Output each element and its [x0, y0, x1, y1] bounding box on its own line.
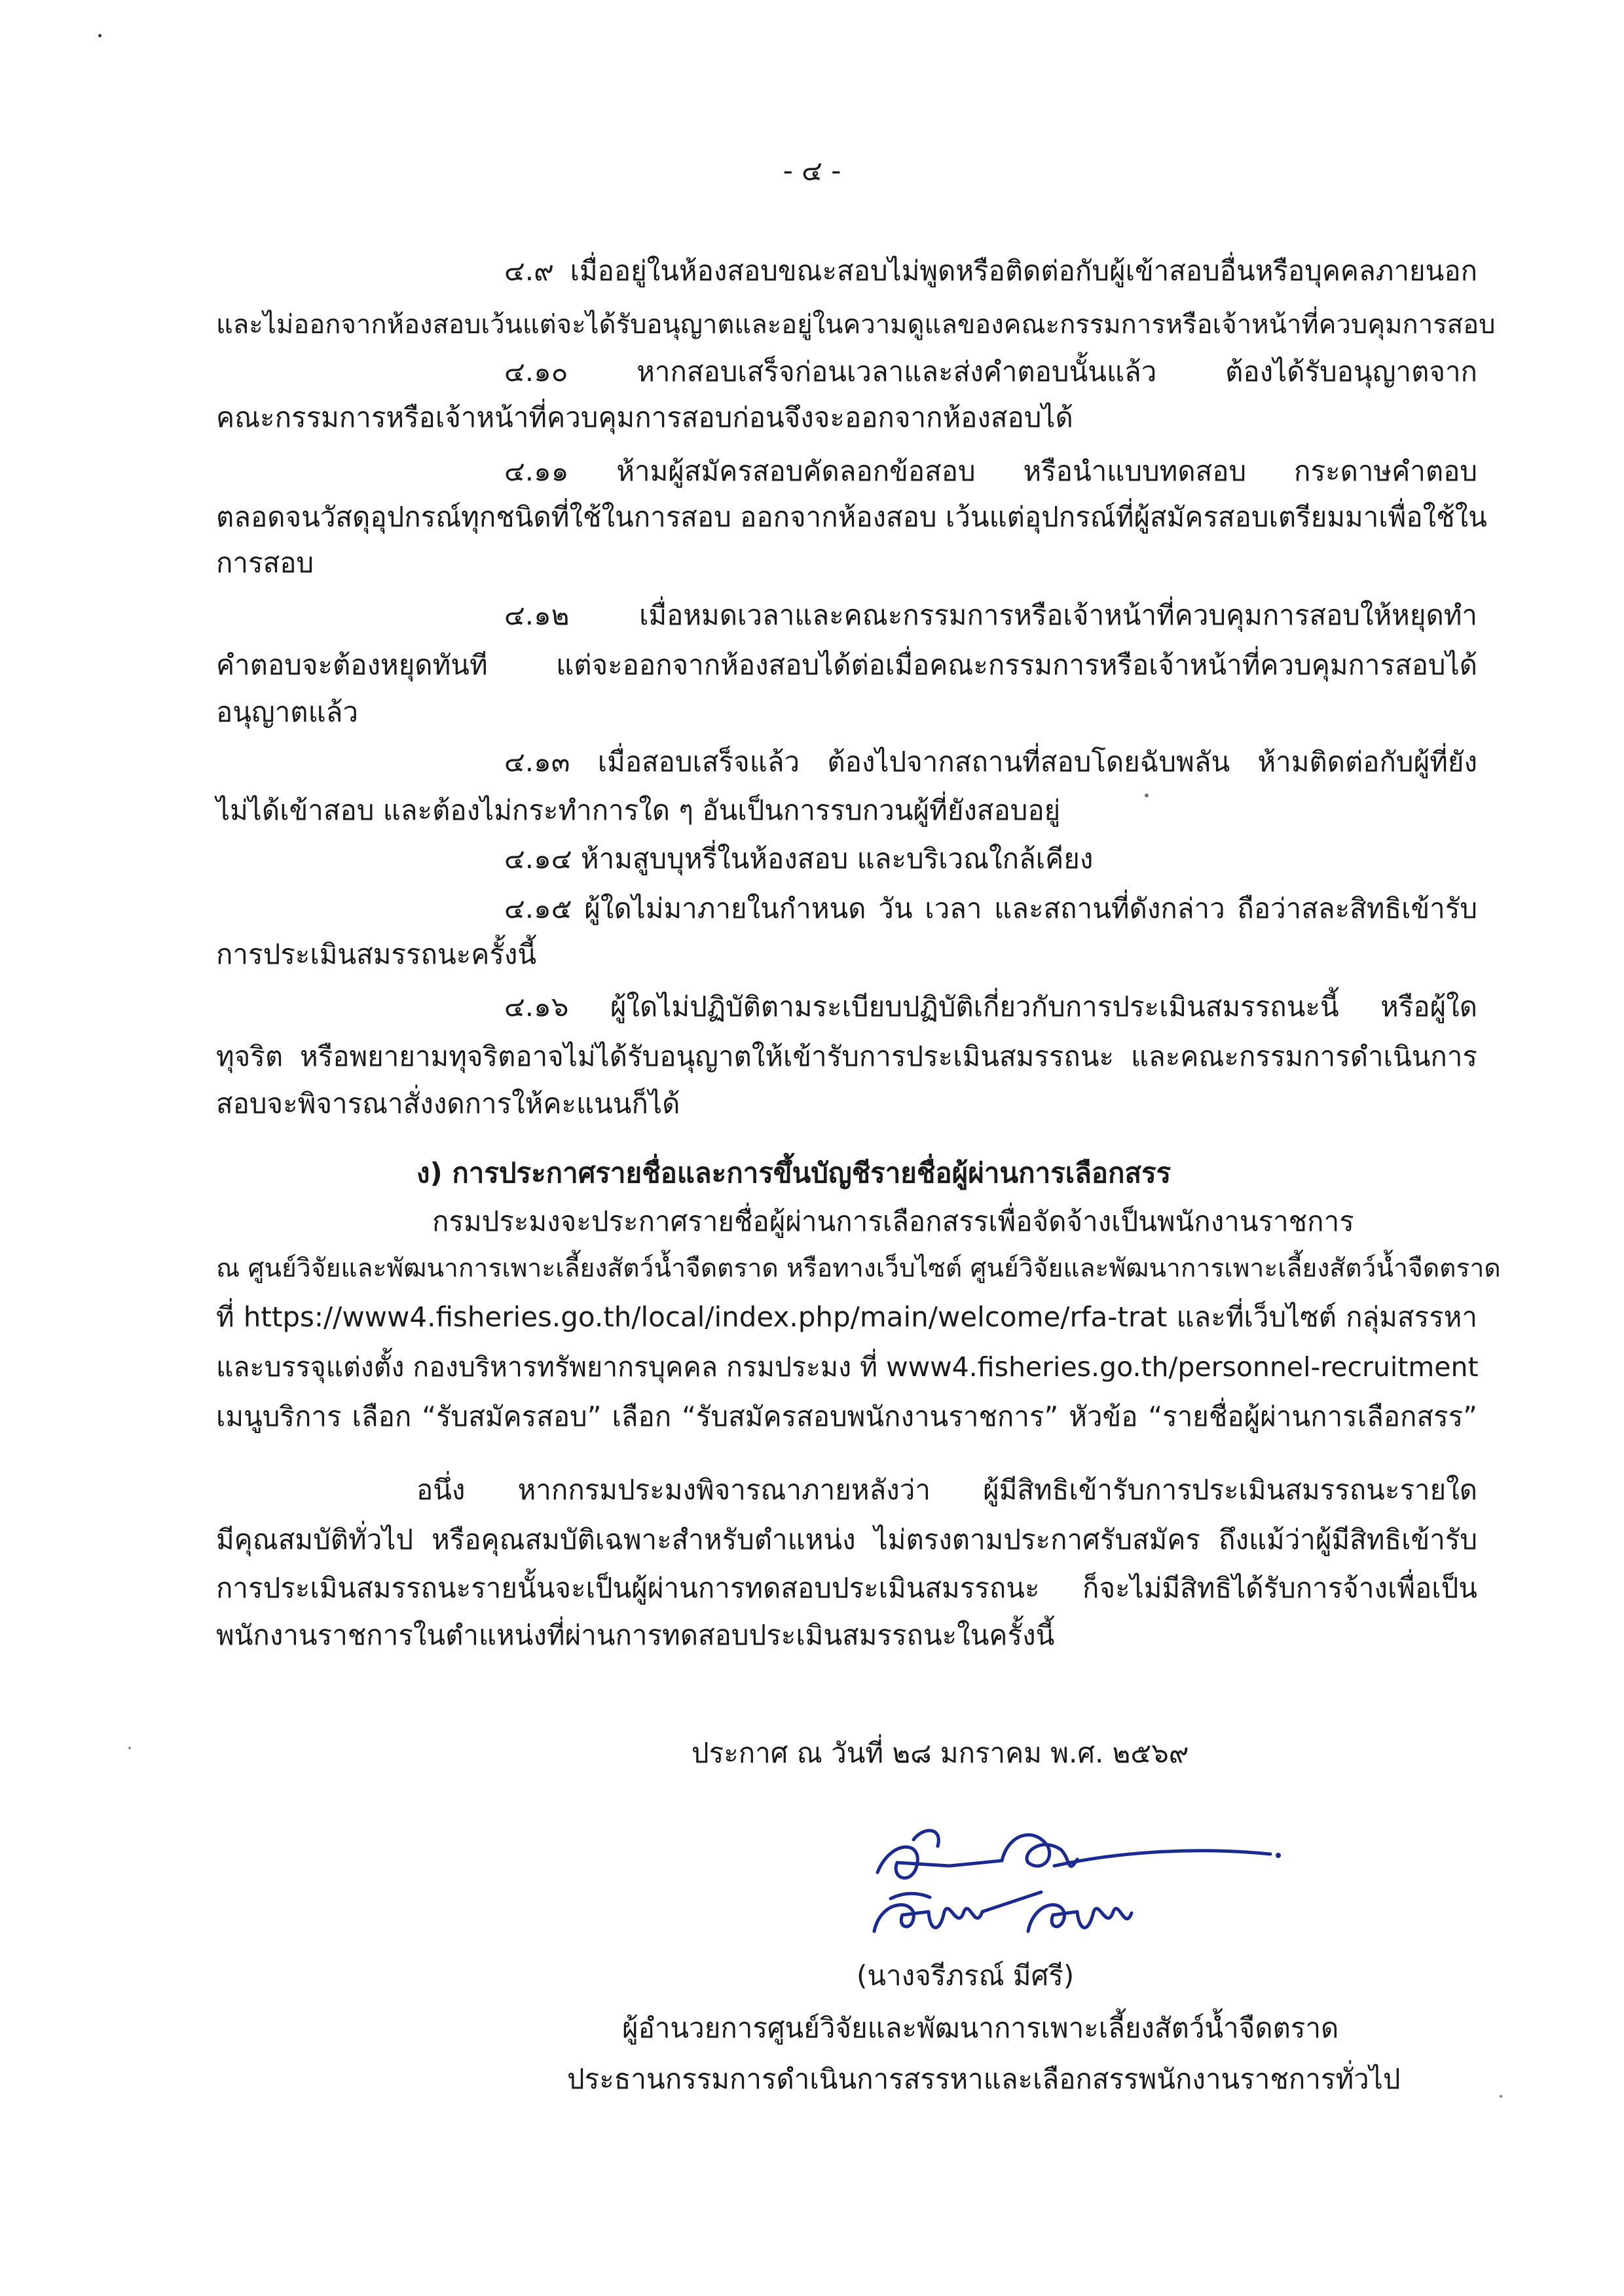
signature-image — [851, 1800, 1297, 1958]
page-number: - ๔ - — [783, 155, 841, 187]
note-line4: พนักงานราชการในตำแหน่งที่ผ่านการทดสอบประเมินสมรรถนะในครั้งนี้ — [216, 1619, 1055, 1651]
item-4-16-line2: ทุจริต หรือพยายามทุจริตอาจไม่ได้รับอนุญาตให้เข้ารับการประเมินสมรรถนะ และคณะกรรมการดำเนินการ — [216, 1040, 1477, 1072]
scan-speck — [98, 34, 101, 37]
announce-line5: เมนูบริการ เลือก “รับสมัครสอบ” เลือก “รับสมัครสอบพนักงานราชการ” หัวข้อ “รายชื่อผู้ผ่านการเลือกสรร” — [216, 1400, 1477, 1432]
item-4-11-line2: ตลอดจนวัสดุอุปกรณ์ทุกชนิดที่ใช้ในการสอบ ออกจากห้องสอบ เว้นแต่อุปกรณ์ที่ผู้สมัครสอบเตรียมมาเพื่อใช้ใน — [216, 501, 1487, 533]
note-line1: อนึ่ง หากกรมประมงพิจารณาภายหลังว่า ผู้มีสิทธิเข้ารับการประเมินสมรรถนะรายใด — [416, 1474, 1477, 1506]
scan-speck — [1145, 793, 1149, 797]
section-heading: ง) การประกาศรายชื่อและการขึ้นบัญชีรายชื่อผู้ผ่านการเลือกสรร — [416, 1157, 1172, 1189]
announcement-date: ประกาศ ณ วันที่ ๒๘ มกราคม พ.ศ. ๒๕๖๙ — [692, 1737, 1189, 1769]
item-4-15-line1: ๔.๑๕ ผู้ใดไม่มาภายในกำหนด วัน เวลา และสถานที่ดังกล่าว ถือว่าสละสิทธิเข้ารับ — [504, 892, 1477, 924]
signer-title-1: ผู้อำนวยการศูนย์วิจัยและพัฒนาการเพาะเลี้ยงสัตว์น้ำจืดตราด — [622, 2012, 1339, 2044]
item-4-12-line1: ๔.๑๒ เมื่อหมดเวลาและคณะกรรมการหรือเจ้าหน้าที่ควบคุมการสอบให้หยุดทำ — [504, 599, 1477, 631]
item-4-14: ๔.๑๔ ห้ามสูบบุหรี่ในห้องสอบ และบริเวณใกล้เคียง — [504, 843, 1094, 875]
announce-line4: และบรรจุแต่งตั้ง กองบริหารทรัพยากรบุคคล กรมประมง ที่ www4.fisheries.go.th/personnel-recruitment — [216, 1351, 1479, 1383]
signer-title-2: ประธานกรรมการดำเนินการสรรหาและเลือกสรรพนักงานราชการทั่วไป — [567, 2063, 1401, 2095]
item-4-13-line1: ๔.๑๓ เมื่อสอบเสร็จแล้ว ต้องไปจากสถานที่สอบโดยฉับพลัน ห้ามติดต่อกับผู้ที่ยัง — [504, 746, 1477, 778]
item-4-10-line1: ๔.๑๐ หากสอบเสร็จก่อนเวลาและส่งคำตอบนั้นแล้ว ต้องได้รับอนุญาตจาก — [504, 355, 1477, 388]
scan-speck — [128, 1747, 131, 1749]
item-4-13-line2: ไม่ได้เข้าสอบ และต้องไม่กระทำการใด ๆ อันเป็นการรบกวนผู้ที่ยังสอบอยู่ — [216, 794, 1061, 826]
announce-line1: กรมประมงจะประกาศรายชื่อผู้ผ่านการเลือกสรรเพื่อจัดจ้างเป็นพนักงานราชการ — [432, 1205, 1354, 1237]
item-4-11-line1: ๔.๑๑ ห้ามผู้สมัครสอบคัดลอกข้อสอบ หรือนำแบบทดสอบ กระดาษคำตอบ — [504, 455, 1477, 487]
scan-speck — [1500, 2095, 1502, 2098]
announce-line2: ณ ศูนย์วิจัยและพัฒนาการเพาะเลี้ยงสัตว์น้ำจืดตราด หรือทางเว็บไซต์ ศูนย์วิจัยและพัฒนาการเพาะเลี้ยงสัตว์น้ำจืดตราด — [216, 1254, 1501, 1283]
item-4-10-line2: คณะกรรมการหรือเจ้าหน้าที่ควบคุมการสอบก่อนจึงจะออกจากห้องสอบได้ — [216, 401, 1073, 433]
item-4-16-line1: ๔.๑๖ ผู้ใดไม่ปฏิบัติตามระเบียบปฏิบัติเกี่ยวกับการประเมินสมรรถนะนี้ หรือผู้ใด — [504, 991, 1477, 1023]
item-4-12-line3: อนุญาตแล้ว — [216, 696, 358, 728]
note-line2: มีคุณสมบัติทั่วไป หรือคุณสมบัติเฉพาะสำหรับตำแหน่ง ไม่ตรงตามประกาศรับสมัคร ถึงแม้ว่าผู้มีสิทธิเข้ารับ — [216, 1523, 1477, 1556]
item-4-11-line3: การสอบ — [216, 547, 314, 579]
note-line3: การประเมินสมรรถนะรายนั้นจะเป็นผู้ผ่านการทดสอบประเมินสมรรถนะ ก็จะไม่มีสิทธิได้รับการจ้างเพื่อเป็น — [216, 1572, 1477, 1604]
item-4-15-line2: การประเมินสมรรถนะครั้งนี้ — [216, 938, 537, 970]
item-4-12-line2: คำตอบจะต้องหยุดทันที แต่จะออกจากห้องสอบได้ต่อเมื่อคณะกรรมการหรือเจ้าหน้าที่ควบคุมการสอบได้ — [216, 649, 1477, 681]
announce-line3: ที่ https://www4.fisheries.go.th/local/index.php/main/welcome/rfa-trat และที่เว็บไซต์ กลุ่มสรรหา — [216, 1301, 1477, 1333]
item-4-9-line1: ๔.๙ เมื่ออยู่ในห้องสอบขณะสอบไม่พูดหรือติดต่อกับผู้เข้าสอบอื่นหรือบุคคลภายนอก — [504, 255, 1477, 287]
item-4-9-line2: และไม่ออกจากห้องสอบเว้นแต่จะได้รับอนุญาตและอยู่ในความดูแลของคณะกรรมการหรือเจ้าหน้าที่ควบคุมการสอบ — [216, 310, 1496, 340]
signer-name: (นางจรีภรณ์ มีศรี) — [857, 1959, 1075, 1992]
item-4-16-line3: สอบจะพิจารณาสั่งงดการให้คะแนนก็ได้ — [216, 1087, 680, 1120]
